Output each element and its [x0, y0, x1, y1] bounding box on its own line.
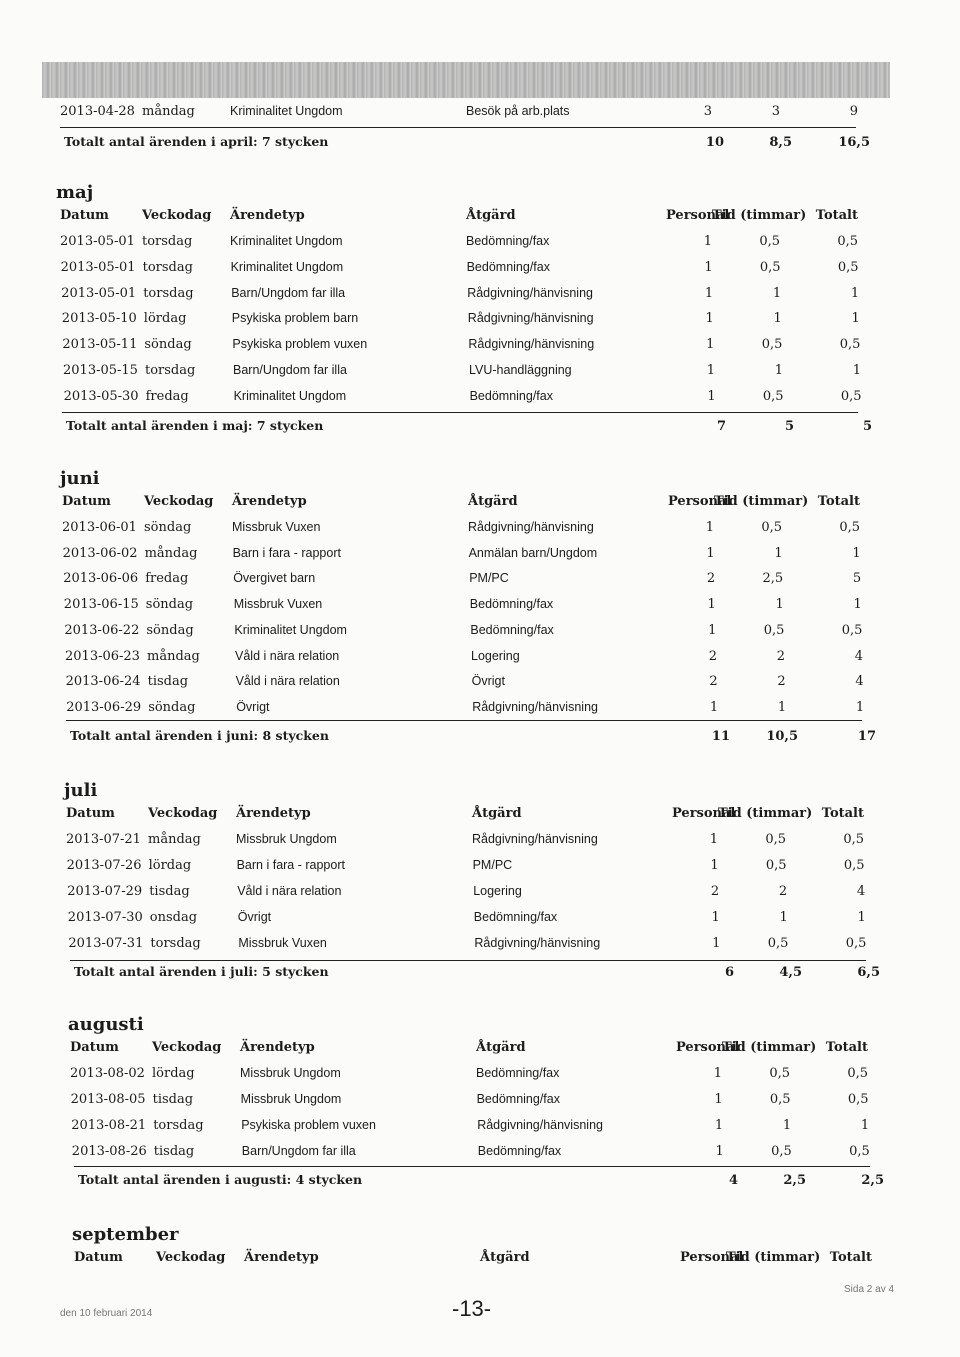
cell-veckodag: lördag [148, 858, 192, 873]
total-tid: 4,5 [779, 965, 802, 980]
cell-arendetyp: Våld i nära relation [235, 648, 340, 663]
cell-veckodag: måndag [144, 545, 198, 561]
cell-arendetyp: Kriminalitet Ungdom [230, 234, 343, 248]
cell-personal: 2 [709, 674, 718, 690]
cell-datum: 2013-06-29 [66, 699, 142, 715]
header-atgard: Åtgärd [472, 806, 522, 821]
cell-totalt: 1 [850, 285, 860, 301]
total-personal: 7 [716, 419, 726, 434]
cell-datum: 2013-06-02 [62, 545, 138, 561]
cell-datum: 2013-08-21 [71, 1118, 147, 1133]
maj-rule [62, 412, 858, 413]
cell-veckodag: tisdag [147, 674, 189, 690]
table-row [63, 571, 861, 593]
table-row [71, 1118, 869, 1140]
cell-arendetyp: Kriminalitet Ungdom [230, 104, 343, 118]
cell-personal: 2 [710, 884, 720, 899]
augusti-total-row [78, 1172, 884, 1194]
cell-tid: 0,5 [769, 1066, 790, 1081]
header-veckodag: Veckodag [156, 1250, 226, 1265]
header-arendetyp: Ärendetyp [232, 494, 307, 509]
header-datum: Datum [66, 806, 115, 821]
cell-datum: 2013-05-01 [61, 285, 137, 301]
header-totalt: Totalt [815, 208, 858, 223]
cell-arendetyp: Missbruk Ungdom [240, 1092, 342, 1106]
cell-veckodag: tisdag [152, 1092, 194, 1107]
cell-arendetyp: Barn/Ungdom far illa [231, 285, 346, 300]
cell-tid: 0,5 [762, 388, 784, 404]
cell-totalt: 0,5 [837, 234, 858, 249]
cell-arendetyp: Barn i fara - rapport [236, 858, 345, 872]
juli-total-row [74, 964, 880, 986]
header-personal: Personal [668, 494, 732, 509]
cell-veckodag: lördag [143, 311, 187, 327]
month-title-september: september [72, 1224, 179, 1245]
cell-personal: 1 [713, 1066, 722, 1081]
cell-veckodag: torsdag [143, 285, 194, 301]
cell-tid: 0,5 [761, 337, 783, 353]
table-row [62, 520, 860, 542]
header-veckodag: Veckodag [142, 208, 212, 223]
cell-tid: 1 [782, 1118, 792, 1133]
table-row [68, 910, 866, 932]
cell-tid: 0,5 [763, 622, 785, 638]
table-row [65, 649, 863, 671]
header-datum: Datum [74, 1250, 123, 1265]
cell-veckodag: fredag [145, 388, 189, 404]
cell-veckodag: torsdag [145, 363, 196, 378]
total-personal: 6 [724, 965, 734, 980]
cell-veckodag: torsdag [142, 234, 193, 249]
cell-tid: 2 [778, 884, 788, 899]
cell-datum: 2013-05-10 [61, 311, 137, 327]
cell-personal: 1 [707, 597, 716, 613]
cell-personal: 1 [712, 936, 721, 951]
page-number: -13- [452, 1296, 492, 1321]
cell-totalt: 1 [857, 910, 866, 925]
cell-atgard: Logering [473, 884, 522, 898]
cell-personal: 1 [706, 337, 715, 353]
cell-personal: 3 [703, 104, 712, 119]
cell-atgard: Rådgivning/hänvisning [468, 337, 595, 352]
cell-tid: 1 [774, 545, 783, 561]
cell-tid: 0,5 [765, 832, 786, 847]
total-totalt: 6,5 [857, 965, 880, 980]
header-veckodag: Veckodag [152, 1040, 222, 1055]
cell-atgard: LVU-handläggning [469, 363, 572, 377]
cell-arendetyp: Barn/Ungdom far illa [241, 1144, 356, 1158]
cell-datum: 2013-04-28 [60, 104, 135, 119]
cell-totalt: 0,5 [843, 832, 864, 847]
cell-tid: 0,5 [771, 1144, 792, 1159]
header-datum: Datum [70, 1040, 119, 1055]
cell-datum: 2013-05-01 [60, 234, 135, 249]
cell-arendetyp: Kriminalitet Ungdom [233, 388, 347, 403]
cell-atgard: Bedömning/fax [477, 1144, 562, 1158]
header-totalt: Totalt [821, 806, 864, 821]
cell-personal: 1 [709, 699, 719, 715]
cell-totalt: 0,5 [839, 520, 860, 535]
juli-column-headers [66, 806, 864, 828]
cell-datum: 2013-06-06 [63, 571, 139, 587]
april-total-row [64, 134, 870, 156]
cell-arendetyp: Kriminalitet Ungdom [234, 622, 347, 637]
cell-datum: 2013-08-02 [70, 1066, 145, 1081]
cell-personal: 1 [703, 234, 712, 249]
cell-tid: 0,5 [767, 936, 789, 951]
cell-arendetyp: Barn i fara - rapport [232, 545, 341, 560]
total-totalt: 2,5 [861, 1173, 884, 1188]
cell-tid: 1 [774, 363, 783, 378]
table-row [62, 337, 860, 359]
cell-personal: 1 [705, 311, 714, 327]
cell-atgard: Rådgivning/hänvisning [467, 311, 594, 326]
cell-veckodag: fredag [145, 571, 189, 587]
cell-totalt: 0,5 [849, 1144, 870, 1159]
cell-atgard: Bedömning/fax [470, 622, 554, 637]
cell-datum: 2013-05-11 [62, 337, 138, 353]
cell-datum: 2013-08-05 [70, 1092, 146, 1107]
header-arendetyp: Ärendetyp [230, 208, 305, 223]
cell-personal: 1 [704, 285, 714, 301]
table-row [60, 104, 858, 126]
total-totalt: 5 [862, 419, 872, 434]
juni-total-row [70, 728, 876, 750]
cell-personal: 1 [710, 858, 719, 873]
cell-personal: 1 [706, 545, 715, 561]
cell-totalt: 1 [853, 597, 862, 613]
cell-totalt: 1 [852, 545, 861, 561]
total-tid: 10,5 [766, 729, 798, 744]
cell-totalt: 0,5 [840, 388, 862, 404]
total-label: Totalt antal ärenden i april: 7 stycken [64, 134, 329, 149]
header-totalt: Totalt [825, 1040, 868, 1055]
cell-totalt: 0,5 [841, 622, 863, 638]
cell-atgard: Rådgivning/hänvisning [477, 1118, 603, 1132]
header-personal: Personal [676, 1040, 740, 1055]
cell-datum: 2013-07-21 [66, 832, 141, 847]
header-veckodag: Veckodag [148, 806, 218, 821]
total-label: Totalt antal ärenden i juli: 5 stycken [74, 964, 329, 979]
total-personal: 4 [728, 1173, 738, 1188]
table-row [66, 832, 864, 854]
cell-atgard: Bedömning/fax [476, 1066, 560, 1080]
cell-datum: 2013-06-23 [65, 648, 140, 664]
cell-datum: 2013-06-24 [65, 674, 141, 690]
header-atgard: Åtgärd [476, 1040, 526, 1055]
cell-totalt: 0,5 [837, 259, 859, 275]
maj-column-headers [60, 208, 858, 230]
cell-arendetyp: Psykiska problem barn [231, 311, 359, 326]
total-tid: 5 [784, 419, 794, 434]
cell-datum: 2013-07-31 [68, 936, 144, 951]
cell-totalt: 1 [855, 699, 865, 715]
cell-veckodag: tisdag [149, 884, 190, 899]
cell-atgard: Bedömning/fax [466, 234, 550, 248]
cell-totalt: 4 [855, 674, 864, 690]
table-row [64, 389, 862, 411]
cell-datum: 2013-05-15 [63, 363, 138, 378]
cell-datum: 2013-05-30 [63, 388, 139, 404]
cell-totalt: 5 [852, 571, 862, 587]
augusti-rule [74, 1166, 870, 1167]
table-row [60, 234, 858, 256]
header-arendetyp: Ärendetyp [240, 1040, 315, 1055]
cell-veckodag: torsdag [153, 1118, 204, 1133]
cell-personal: 1 [707, 388, 716, 404]
cell-atgard: Bedömning/fax [473, 910, 558, 924]
cell-personal: 1 [709, 832, 718, 847]
cell-datum: 2013-07-29 [67, 884, 143, 899]
cell-tid: 0,5 [769, 1092, 791, 1107]
total-label: Totalt antal ärenden i maj: 7 stycken [66, 418, 324, 433]
cell-atgard: PM/PC [472, 858, 513, 872]
cell-veckodag: söndag [146, 622, 194, 638]
cell-veckodag: lördag [152, 1066, 195, 1081]
header-veckodag: Veckodag [144, 494, 214, 509]
header-arendetyp: Ärendetyp [236, 806, 311, 821]
table-row [64, 623, 862, 645]
table-row [67, 858, 865, 880]
cell-personal: 1 [711, 910, 720, 925]
cell-arendetyp: Missbruk Ungdom [240, 1066, 341, 1080]
cell-atgard: Anmälan barn/Ungdom [468, 545, 598, 560]
cell-tid: 1 [772, 285, 782, 301]
header-tid: Tid (timmar) [726, 1250, 821, 1265]
header-atgard: Åtgärd [466, 208, 516, 223]
cell-totalt: 0,5 [847, 1092, 869, 1107]
table-row [71, 1092, 869, 1114]
footer-date: den 10 februari 2014 [60, 1308, 153, 1319]
month-title-augusti: augusti [68, 1014, 144, 1035]
total-label: Totalt antal ärenden i augusti: 4 stycken [78, 1172, 363, 1187]
cell-veckodag: måndag [142, 104, 195, 119]
cell-arendetyp: Våld i nära relation [235, 674, 340, 689]
table-row [63, 546, 861, 568]
header-tid: Tid (timmar) [714, 494, 809, 509]
page-of: Sida 2 av 4 [844, 1284, 895, 1295]
augusti-column-headers [70, 1040, 868, 1062]
cell-atgard: Bedömning/fax [466, 259, 550, 274]
cell-datum: 2013-07-26 [66, 858, 142, 873]
cell-atgard: Logering [471, 648, 520, 663]
cell-arendetyp: Psykiska problem vuxen [232, 337, 368, 352]
juli-rule [70, 960, 866, 961]
header-datum: Datum [62, 494, 111, 509]
september-column-headers [74, 1250, 872, 1272]
total-personal: 10 [705, 135, 724, 150]
cell-totalt: 1 [860, 1118, 870, 1133]
cell-totalt: 4 [854, 648, 863, 664]
cell-datum: 2013-06-15 [63, 597, 139, 613]
header-atgard: Åtgärd [480, 1250, 530, 1265]
month-title-juni: juni [60, 468, 100, 489]
cell-arendetyp: Missbruk Ungdom [236, 832, 337, 846]
total-tid: 2,5 [783, 1173, 806, 1188]
header-tid: Tid (timmar) [722, 1040, 817, 1055]
cell-arendetyp: Övrigt [236, 699, 270, 714]
table-row [68, 936, 866, 958]
cell-totalt: 0,5 [845, 936, 867, 951]
header-tid: Tid (timmar) [718, 806, 813, 821]
cell-tid: 2 [777, 674, 786, 690]
cell-tid: 2,5 [762, 571, 784, 587]
cell-atgard: Övrigt [471, 674, 505, 689]
cell-veckodag: tisdag [153, 1144, 195, 1159]
header-tid: Tid (timmar) [712, 208, 807, 223]
table-row [64, 597, 862, 619]
cell-personal: 1 [708, 622, 717, 638]
month-title-maj: maj [56, 182, 94, 203]
table-row [62, 311, 860, 333]
juni-rule [66, 720, 862, 721]
total-label: Totalt antal ärenden i juni: 8 stycken [70, 728, 329, 743]
cell-datum: 2013-07-30 [67, 910, 143, 925]
total-personal: 11 [711, 729, 730, 744]
cell-arendetyp: Övrigt [237, 910, 272, 924]
cell-arendetyp: Psykiska problem vuxen [241, 1118, 376, 1132]
cell-datum: 2013-08-26 [71, 1144, 147, 1159]
table-row [61, 260, 859, 282]
cell-veckodag: söndag [145, 597, 194, 613]
cell-personal: 1 [714, 1118, 724, 1133]
table-row [61, 286, 859, 308]
table-row [63, 363, 861, 385]
month-title-juli: juli [64, 780, 98, 801]
cell-arendetyp: Våld i nära relation [237, 884, 342, 898]
cell-atgard: Rådgivning/hänvisning [474, 936, 601, 950]
table-row [70, 1066, 868, 1088]
cell-arendetyp: Övergivet barn [233, 571, 316, 586]
cell-atgard: Bedömning/fax [476, 1092, 560, 1106]
cell-veckodag: söndag [144, 520, 192, 535]
cell-totalt: 0,5 [843, 858, 865, 873]
header-datum: Datum [60, 208, 109, 223]
cell-arendetyp: Missbruk Vuxen [238, 936, 327, 950]
cell-datum: 2013-05-01 [60, 259, 136, 275]
cell-personal: 1 [704, 259, 713, 275]
cell-arendetyp: Missbruk Vuxen [233, 597, 323, 612]
table-row [66, 700, 864, 722]
cell-personal: 1 [705, 520, 714, 535]
cell-arendetyp: Barn/Ungdom far illa [233, 363, 347, 377]
header-totalt: Totalt [817, 494, 860, 509]
total-totalt: 17 [857, 729, 876, 744]
cell-atgard: Rådgivning/hänvisning [472, 832, 598, 846]
header-totalt: Totalt [829, 1250, 872, 1265]
cell-atgard: Rådgivning/hänvisning [467, 285, 593, 300]
header-atgard: Åtgärd [468, 494, 518, 509]
header-arendetyp: Ärendetyp [244, 1250, 319, 1265]
cell-tid: 0,5 [759, 259, 781, 275]
cell-atgard: PM/PC [469, 571, 509, 586]
cell-veckodag: måndag [147, 648, 200, 664]
cell-datum: 2013-06-01 [62, 520, 137, 535]
cell-tid: 1 [773, 311, 782, 327]
april-rule [60, 127, 856, 128]
cell-veckodag: söndag [144, 337, 192, 353]
cell-veckodag: onsdag [149, 910, 198, 925]
cell-atgard: Rådgivning/hänvisning [472, 699, 598, 714]
total-tid: 8,5 [769, 135, 792, 150]
cell-veckodag: måndag [148, 832, 201, 847]
cell-veckodag: torsdag [142, 259, 193, 275]
cell-datum: 2013-06-22 [64, 622, 140, 638]
cell-veckodag: söndag [148, 699, 196, 715]
cell-atgard: Bedömning/fax [469, 597, 554, 612]
cell-tid: 1 [777, 699, 787, 715]
cell-tid: 1 [779, 910, 788, 925]
cell-tid: 2 [776, 648, 785, 664]
cell-tid: 0,5 [759, 234, 780, 249]
cell-tid: 0,5 [761, 520, 782, 535]
cell-tid: 3 [771, 104, 780, 119]
header-personal: Personal [666, 208, 730, 223]
table-row [66, 674, 864, 696]
cell-totalt: 0,5 [839, 337, 861, 353]
cell-atgard: Bedömning/fax [469, 388, 553, 403]
table-row [67, 884, 865, 906]
cell-arendetyp: Kriminalitet Ungdom [230, 259, 344, 274]
cell-tid: 0,5 [765, 858, 787, 873]
cell-totalt: 1 [852, 363, 861, 378]
maj-total-row [66, 418, 872, 440]
total-totalt: 16,5 [838, 135, 870, 150]
cell-personal: 1 [715, 1144, 724, 1159]
cell-arendetyp: Missbruk Vuxen [232, 520, 321, 534]
cell-totalt: 0,5 [847, 1066, 868, 1081]
cell-totalt: 1 [851, 311, 860, 327]
header-personal: Personal [672, 806, 736, 821]
cell-tid: 1 [775, 597, 784, 613]
cell-totalt: 4 [856, 884, 866, 899]
juni-column-headers [62, 494, 860, 516]
cell-totalt: 9 [849, 104, 858, 119]
cell-personal: 2 [708, 648, 717, 664]
cell-personal: 2 [706, 571, 716, 587]
cell-personal: 1 [714, 1092, 723, 1107]
cell-veckodag: torsdag [150, 936, 201, 951]
cell-atgard: Besök på arb.plats [466, 104, 570, 118]
cell-personal: 1 [706, 363, 715, 378]
header-personal: Personal [680, 1250, 744, 1265]
table-row [72, 1144, 870, 1166]
cell-atgard: Rådgivning/hänvisning [468, 520, 594, 534]
